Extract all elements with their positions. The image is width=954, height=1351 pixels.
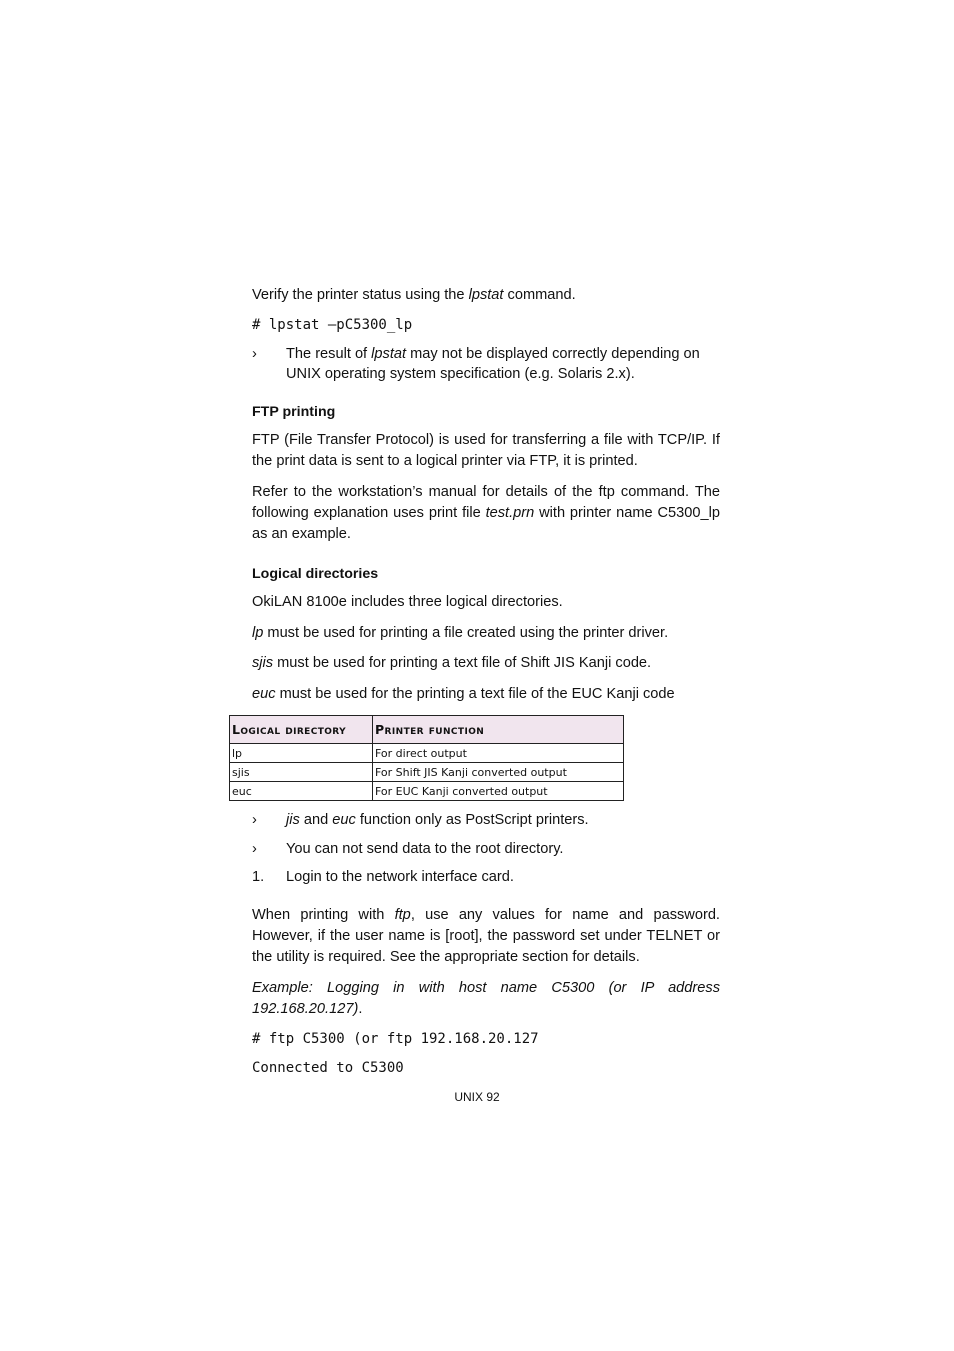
login-example: Example: Logging in with host name C5300 (or IP address 192.168.20.127). <box>252 980 720 1017</box>
note-marker-icon: › <box>252 841 257 857</box>
file-name: test.prn <box>485 505 535 521</box>
verify-status-text: Verify the printer status using the lpstat command. <box>252 287 576 303</box>
note-root-directory <box>252 839 720 861</box>
code-ftp: # ftp C5300 (or ftp 192.168.20.127 <box>252 1031 539 1047</box>
table-cell: sjis <box>230 763 373 782</box>
table-cell: euc <box>230 782 373 801</box>
table-cell: For Shift JIS Kanji converted output <box>373 763 624 782</box>
note-jis-euc-text: jis and euc function only as PostScript printers. <box>286 812 589 828</box>
code-connected: Connected to C5300 <box>252 1060 404 1076</box>
table-row <box>230 782 624 801</box>
note-lpstat <box>252 344 720 386</box>
step-number: 1. <box>252 869 265 885</box>
step-1-text: Login to the network interface card. <box>286 869 514 885</box>
table-cell: For direct output <box>373 744 624 763</box>
section-heading-logical-directories: Logical directories <box>252 566 379 582</box>
ftp-description: FTP (File Transfer Protocol) is used for transferring a file with TCP/IP. If the print data is sent to a logical printer via FTP, it is printed. <box>252 432 720 469</box>
logical-intro: OkiLAN 8100e includes three logical directories. <box>252 594 563 610</box>
dir-lp-description: lp must be used for printing a file created using the printer driver. <box>252 625 669 641</box>
logical-directory-table <box>229 715 624 801</box>
table-cell: For EUC Kanji converted output <box>373 782 624 801</box>
header-printer-function: Printer function <box>373 716 624 744</box>
note-marker-icon: › <box>252 812 257 828</box>
header-logical-directory: Logical directory <box>230 716 373 744</box>
table-header-row <box>230 716 624 744</box>
step-1 <box>252 867 720 889</box>
note-marker-icon: › <box>252 346 257 362</box>
ftp-reference: Refer to the workstation’s manual for details of the ftp command. The following explanation uses print file test.prn with printer name C5300_lp as an example. <box>252 484 720 542</box>
note-root-text: You can not send data to the root directory. <box>286 841 564 857</box>
note-jis-euc <box>252 810 720 832</box>
table-cell: lp <box>230 744 373 763</box>
note-lpstat-text: The result of lpstat may not be displayed correctly depending on UNIX operating system specification (e.g. Solaris 2.x). <box>286 346 700 382</box>
table-row <box>230 763 624 782</box>
login-instructions: When printing with ftp, use any values for name and password. However, if the user name is [root], the password set under TELNET or the utility is required. See the appropriate section for details. <box>252 907 720 965</box>
page-footer: UNIX 92 <box>454 1090 500 1104</box>
dir-sjis-description: sjis must be used for printing a text file of Shift JIS Kanji code. <box>252 655 652 671</box>
code-lpstat: # lpstat –pC5300_lp <box>252 317 413 333</box>
table-row <box>230 744 624 763</box>
dir-euc-description: euc must be used for the printing a text file of the EUC Kanji code <box>252 686 675 702</box>
section-heading-ftp-printing: FTP printing <box>252 404 336 420</box>
lpstat-command: lpstat <box>468 287 504 303</box>
